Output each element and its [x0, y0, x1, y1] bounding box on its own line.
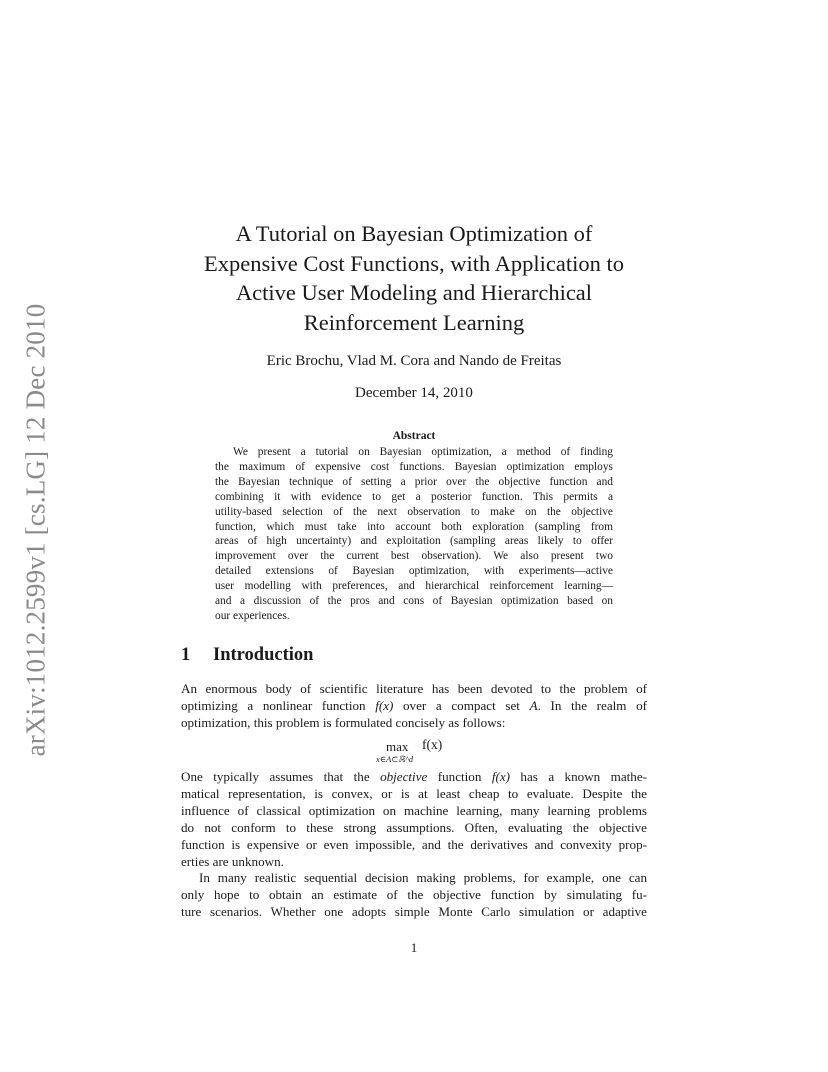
paper-title — [150, 219, 678, 337]
title-line: Expensive Cost Functions, with Application to — [204, 250, 624, 276]
equation-expression: f(x) — [422, 737, 443, 752]
text-span: . In the realm of — [537, 697, 648, 713]
page-number: 1 — [410, 940, 418, 955]
emphasis: objective — [380, 769, 428, 784]
text-line: function is expensive or even impossible, and the derivatives and convexity prop- — [181, 836, 647, 852]
abstract-line: areas of high uncertainty) and exploitation (sampling areas likely to offer — [215, 535, 613, 548]
abstract-line: improvement over the current best observation). We also present two — [215, 550, 613, 563]
publication-date: December 14, 2010 — [355, 385, 473, 401]
title-line: Active User Modeling and Hierarchical — [235, 280, 593, 305]
text-span: One typically assumes that the — [181, 769, 381, 784]
abstract-line: the maximum of expensive cost functions. Bayesian optimization employs — [215, 460, 613, 473]
math-expression: f(x) — [491, 769, 510, 784]
math-expression: f(x) — [375, 697, 394, 713]
abstract-line: user modelling with preferences, and hierarchical reinforcement learning— — [215, 580, 613, 593]
text-span: over a compact set — [393, 697, 530, 713]
title-line: A Tutorial on Bayesian Optimization of — [235, 221, 593, 246]
text-line — [181, 769, 647, 786]
abstract-line: combining it with evidence to get a posterior function. This permits a — [215, 490, 613, 503]
text-span: function — [427, 769, 492, 784]
text-line: An enormous body of scientific literature has been devoted to the problem of — [181, 681, 647, 696]
abstract-line: We present a tutorial on Bayesian optimization, a method of finding — [233, 446, 613, 458]
abstract-line: the Bayesian technique of setting a prior over the objective function and — [215, 475, 613, 488]
abstract-line: detailed extensions of Bayesian optimization, with experiments—active — [215, 565, 613, 578]
text-line: do not conform to these strong assumptions. Often, evaluating the objective — [181, 819, 647, 835]
text-line: ture scenarios. Whether one adopts simple Monte Carlo simulation or adaptive — [181, 904, 647, 920]
abstract-line: and a discussion of the pros and cons of Bayesian optimization based on — [215, 595, 613, 608]
text-line: matical representation, is convex, or is at least cheap to evaluate. Despite the — [181, 785, 647, 801]
text-line: only hope to obtain an estimate of the objective function by simulating fu- — [181, 887, 647, 903]
text-line: In many realistic sequential decision making problems, for example, one can — [199, 870, 647, 886]
abstract-body — [215, 445, 613, 624]
abstract-line: our experiences. — [215, 609, 290, 622]
author-list: Eric Brochu, Vlad M. Cora and Nando de Freitas — [266, 353, 562, 369]
text-line: erties are unknown. — [181, 853, 284, 869]
section-number: 1 — [181, 645, 191, 665]
text-span: optimizing a nonlinear function — [181, 697, 376, 713]
paragraph — [181, 681, 647, 732]
text-line — [181, 698, 647, 715]
text-line: influence of classical optimization on machine learning, many learning problems — [181, 802, 647, 818]
abstract-line: utility-based selection of the next observation to make on the objective — [215, 505, 613, 518]
text-span: has a known mathe- — [510, 769, 647, 784]
paragraph — [181, 769, 647, 921]
display-equation — [370, 737, 470, 767]
section-heading — [181, 645, 313, 666]
math-set: A — [529, 697, 538, 713]
section-title: Introduction — [213, 645, 314, 665]
text-line: optimization, this problem is formulated concisely as follows: — [181, 714, 506, 730]
abstract-line: function, which must take into account both exploration (sampling from — [215, 520, 613, 533]
arxiv-stamp: arXiv:1012.2599v1 [cs.LG] 12 Dec 2010 — [20, 303, 51, 757]
equation-subscript: x∈A⊂ℝ^d — [376, 754, 413, 764]
abstract-heading: Abstract — [392, 430, 436, 442]
title-line: Reinforcement Learning — [303, 309, 525, 335]
equation-operator: max — [386, 739, 409, 754]
